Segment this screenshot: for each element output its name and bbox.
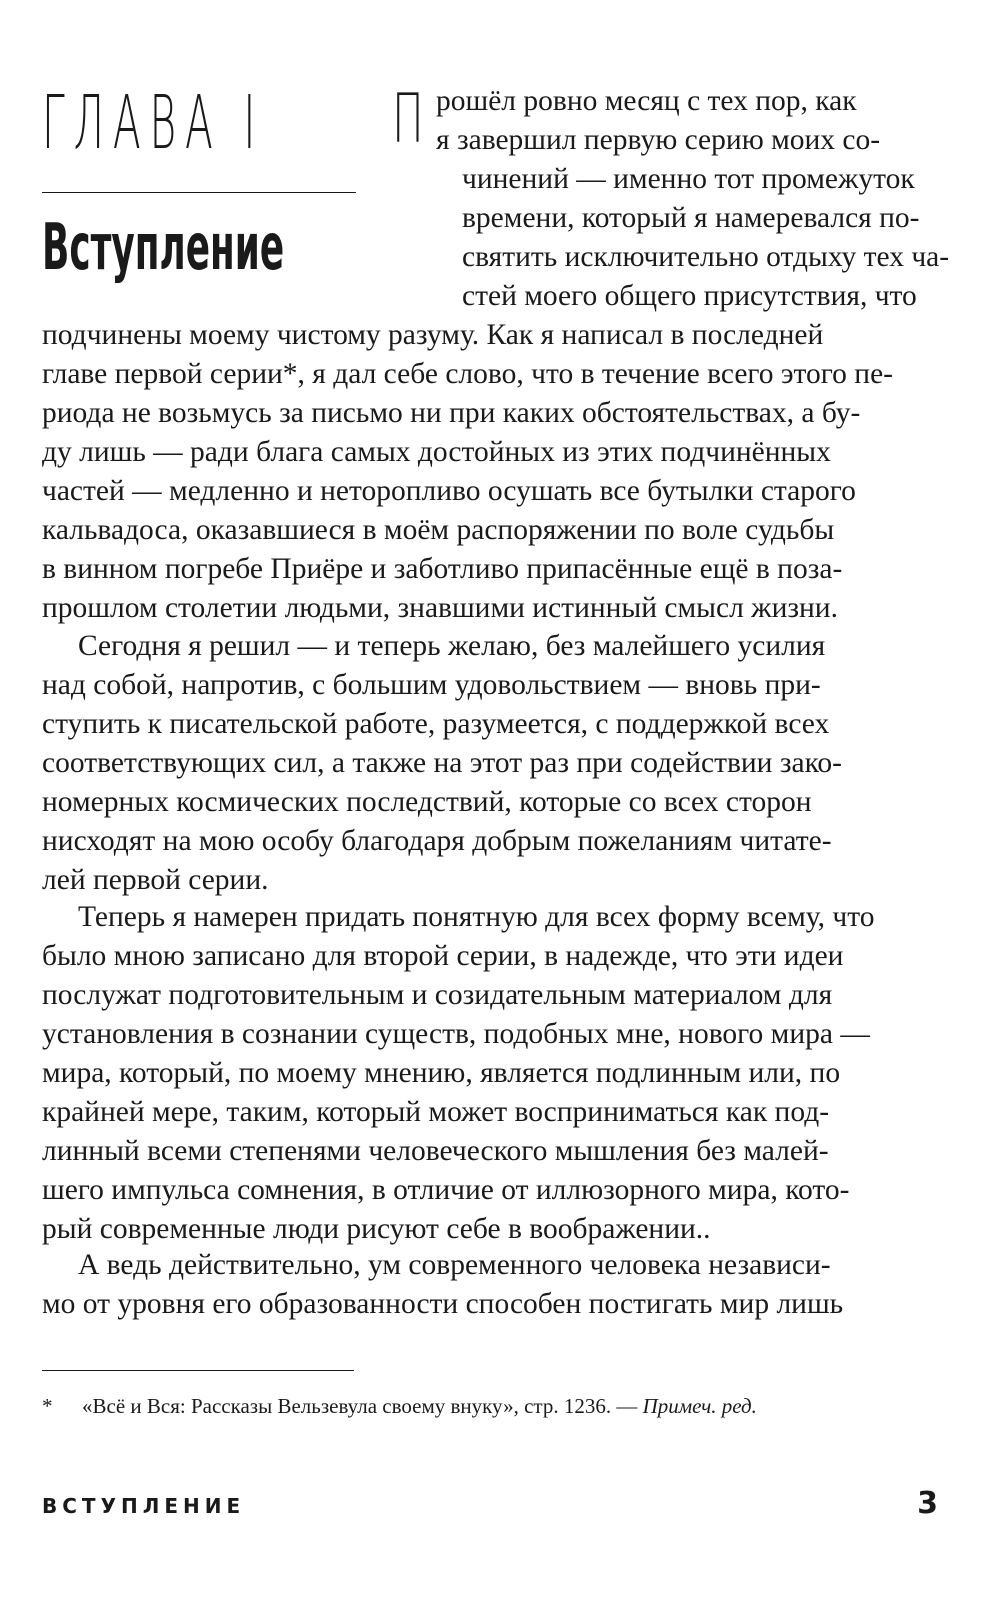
- footnote-rule: [42, 1370, 354, 1371]
- text-line: в винном погребе Приёре и заботливо припасённые ещё в поза-: [42, 553, 843, 585]
- text-line: прошлом столетии людьми, знавшими истинный смысл жизни.: [42, 592, 838, 624]
- text-line: лей первой серии.: [42, 864, 269, 896]
- footnote-editor-note: Примеч. ред.: [642, 1394, 757, 1418]
- footnote-mark: *: [42, 1394, 53, 1418]
- paragraph-1: [42, 316, 944, 628]
- chapter-label: ГЛАВА I: [42, 80, 265, 166]
- paragraph-2: [42, 627, 944, 900]
- text-line: Теперь я намерен придать понятную для всех форму всему, что: [78, 901, 875, 933]
- text-line: шего импульса сомнения, в отличие от иллюзорного мира, кото-: [42, 1174, 850, 1206]
- text-line: соответствующих сил, а также на этот раз при содействии зако-: [42, 747, 843, 779]
- text-line: главе первой серии*, я дал себе слово, что в течение всего этого пе-: [42, 358, 894, 390]
- text-line: частей — медленно и неторопливо осушать все бутылки старого: [42, 475, 856, 507]
- text-line: кальвадоса, оказавшиеся в моём распоряжении по воле судьбы: [42, 514, 835, 546]
- text-line: рый современные люди рисуют себе в воображении..: [42, 1213, 711, 1245]
- footnote-text: «Всё и Вся: Рассказы Вельзевула своему внуку», стр. 1236. —: [82, 1394, 638, 1418]
- chapter-title: Вступление: [42, 211, 285, 285]
- text-line: ду лишь — ради блага самых достойных из этих подчинённых: [42, 436, 831, 468]
- footnote-text-wrap: [82, 1392, 757, 1420]
- chapter-rule: [42, 192, 356, 193]
- text-line: линный всеми степенями человеческого мышления без малей-: [42, 1135, 829, 1167]
- text-line: риода не возьмусь за письмо ни при каких обстоятельствах, а бу-: [42, 397, 861, 429]
- text-line: установления в сознании существ, подобных мне, нового мира —: [42, 1018, 870, 1050]
- text-line: над собой, напротив, с большим удовольствием — вновь при-: [42, 669, 821, 701]
- intro-paragraph: [392, 82, 950, 316]
- text-line: мо от уровня его образованности способен постигать мир лишь: [42, 1288, 844, 1320]
- drop-cap: П: [392, 80, 424, 159]
- text-line: стей моего общего присутствия, что: [462, 280, 917, 312]
- text-line: мира, который, по моему мнению, является подлинным или, по: [42, 1057, 841, 1089]
- text-line: святить исключительно отдыху тех ча-: [462, 241, 950, 273]
- text-line: Сегодня я решил — и теперь желаю, без малейшего усилия: [78, 630, 826, 662]
- paragraph-3: [42, 898, 944, 1249]
- text-line: я завершил первую серию моих со-: [436, 124, 881, 156]
- text-line: было мною записано для второй серии, в надежде, что эти идеи: [42, 940, 844, 972]
- text-line: послужат подготовительным и созидательным материалом для: [42, 979, 833, 1011]
- text-line: подчинены моему чистому разуму. Как я написал в последней: [42, 319, 824, 351]
- text-line: рошёл ровно месяц с тех пор, как: [436, 85, 857, 117]
- text-line: нисходят на мою особу благодаря добрым пожеланиям читате-: [42, 825, 832, 857]
- running-head: ВСТУПЛЕНИЕ: [42, 1494, 246, 1518]
- text-line: крайней мере, таким, который может восприниматься как под-: [42, 1096, 830, 1128]
- text-line: А ведь действительно, ум современного человека независи-: [78, 1249, 831, 1281]
- text-line: ступить к писательской работе, разумеется, с поддержкой всех: [42, 708, 830, 740]
- text-line: чинений — именно тот промежуток: [462, 163, 915, 195]
- text-line: номерных космических последствий, которые со всех сторон: [42, 786, 812, 818]
- page-number: 3: [917, 1486, 938, 1521]
- paragraph-4: [42, 1246, 944, 1324]
- chapter-heading: [42, 80, 446, 285]
- text-line: времени, который я намеревался по-: [462, 202, 920, 234]
